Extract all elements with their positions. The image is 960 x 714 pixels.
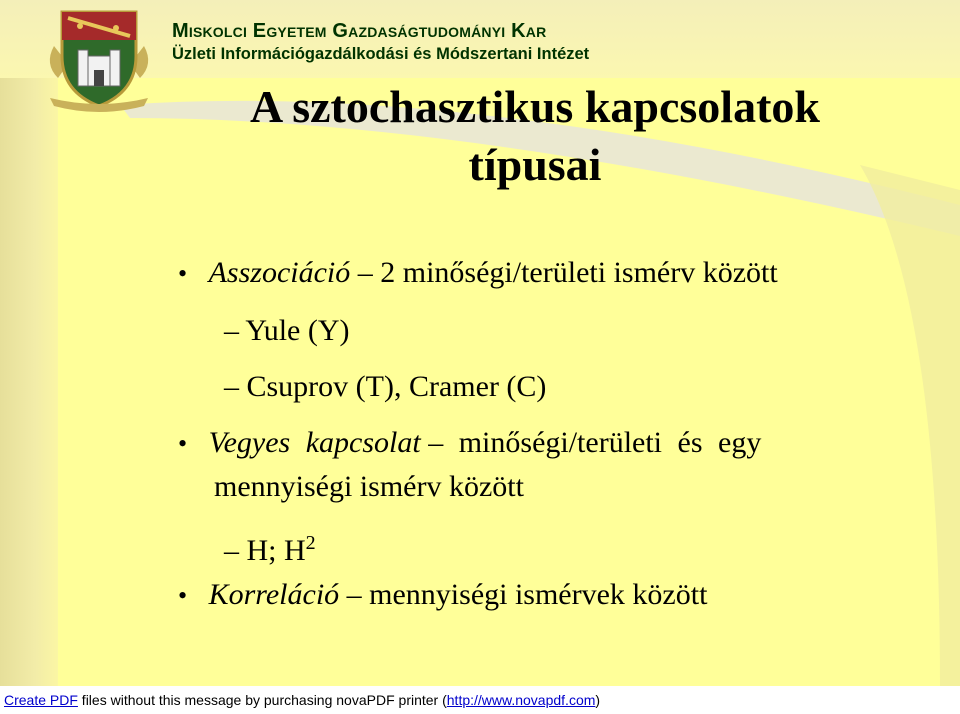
sub-item	[224, 525, 316, 569]
footer-text-2: printer (	[394, 692, 447, 708]
footer-text: files without this message by purchasing nova	[77, 692, 367, 708]
sub-item-text: – H; H	[224, 534, 306, 567]
institution-name: Miskolci Egyetem Gazdaságtudományi Kar	[172, 20, 547, 42]
header	[172, 20, 589, 65]
bullet-marker: •	[178, 429, 188, 458]
superscript: 2	[305, 532, 316, 554]
footer-pdf: PDF	[366, 692, 395, 708]
department-name: Üzleti Információgazdálkodási és Módszertani Intézet	[172, 45, 590, 63]
sub-item: – Csuprov (T), Cramer (C)	[224, 370, 547, 403]
title-line-2: típusai	[468, 139, 602, 190]
bullet-item	[178, 255, 778, 292]
title-line-1: A sztochasztikus kapcsolatok	[250, 81, 820, 132]
bullet-text: – mennyiségi ismérvek között	[346, 578, 708, 611]
bullet-text-continued: mennyiségi ismérv között	[214, 470, 524, 503]
bullet-marker: •	[178, 581, 188, 610]
bullet-text: – minőségi/területi és egy	[428, 426, 762, 459]
novapdf-link[interactable]: http://www.novapdf.com	[446, 692, 596, 708]
bullet-marker: •	[178, 259, 188, 288]
footer-end: )	[595, 692, 601, 708]
bullet-item	[178, 425, 938, 462]
university-crest-icon	[40, 6, 158, 112]
bullet-term: Korreláció	[208, 578, 340, 611]
pdf-footer	[0, 686, 960, 714]
sub-item: – Yule (Y)	[224, 314, 350, 347]
bullet-term: Asszociáció	[208, 256, 351, 289]
create-pdf-link[interactable]: Create PDF	[4, 692, 78, 708]
bullet-item	[178, 577, 707, 614]
slide-title	[160, 78, 910, 194]
bullet-text: – 2 minőségi/területi ismérv között	[357, 256, 778, 289]
bullet-term: Vegyes kapcsolat	[208, 426, 421, 459]
